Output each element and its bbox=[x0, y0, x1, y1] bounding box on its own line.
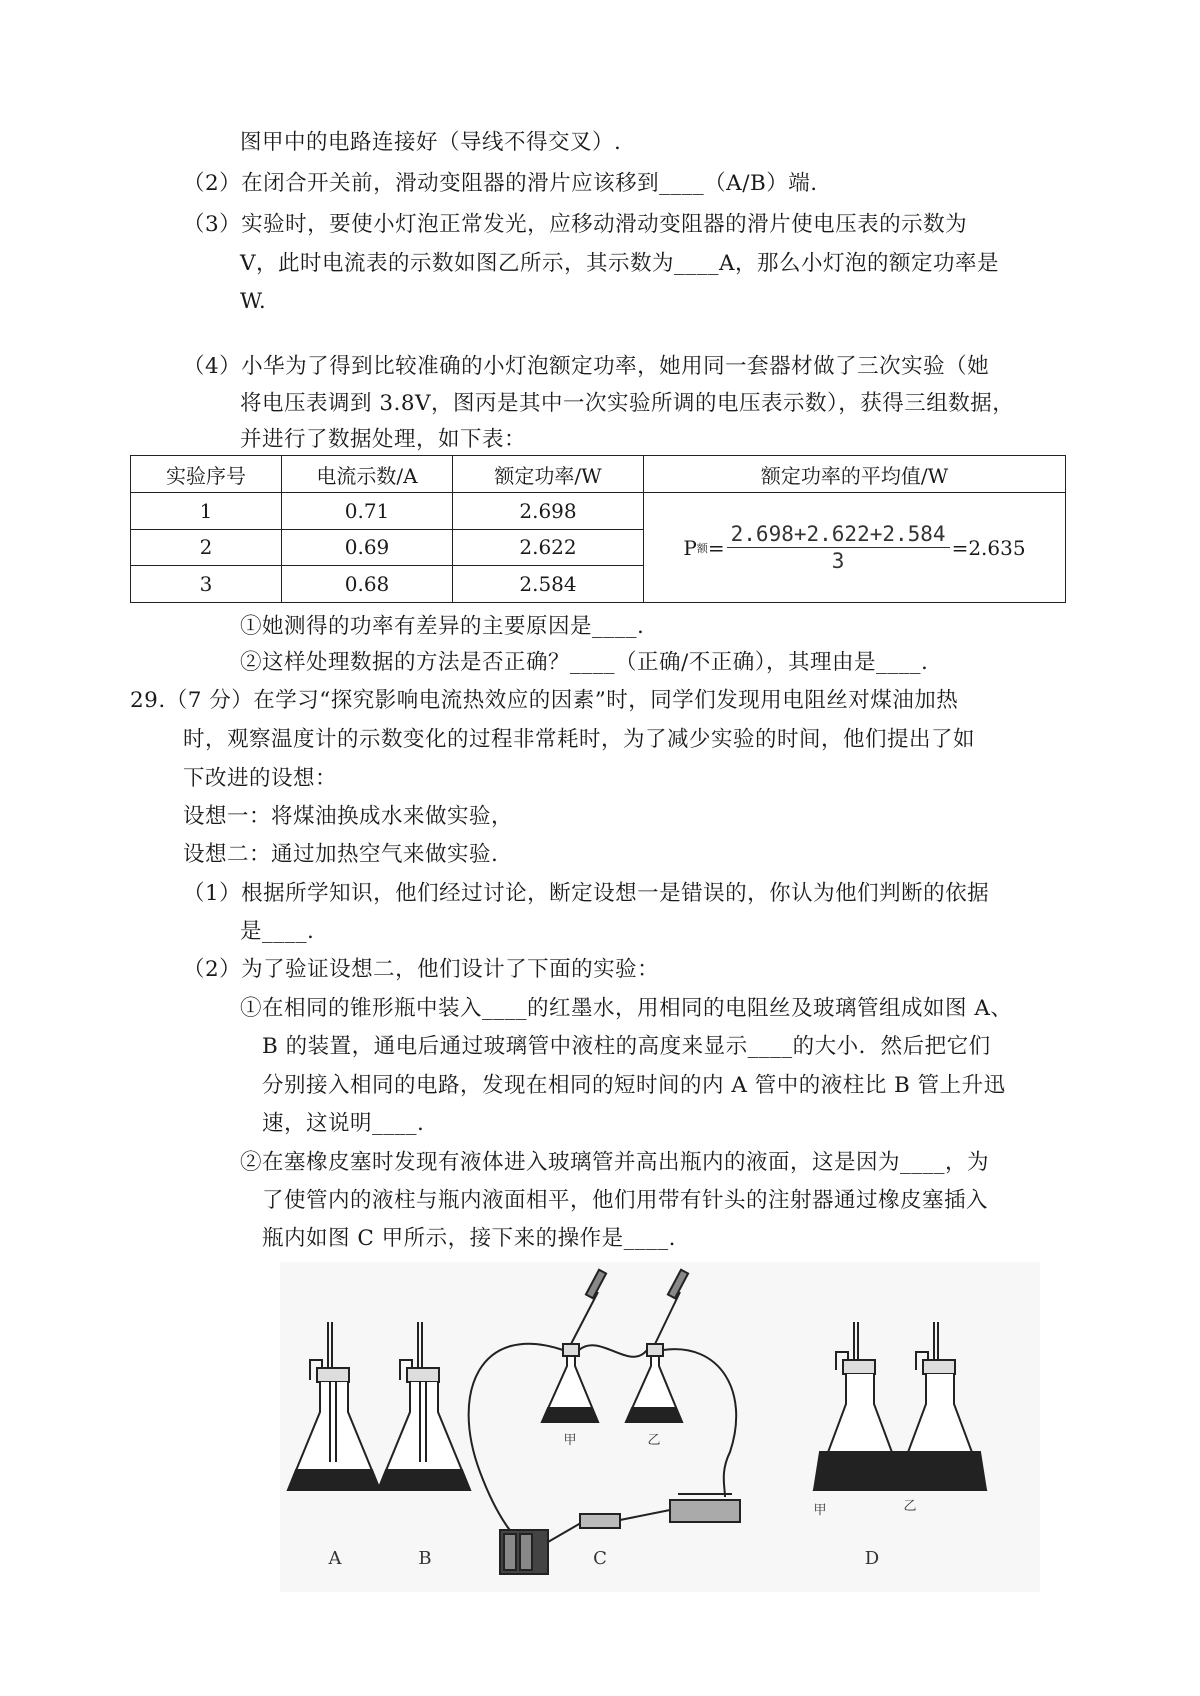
formula-numerator: 2.698+2.622+2.584 bbox=[727, 521, 950, 548]
part-1-line-2: 是____. bbox=[240, 919, 315, 944]
flask-label-d-yi: 乙 bbox=[903, 1499, 917, 1514]
item-1-line-4: 速，这说明____. bbox=[262, 1111, 425, 1136]
formula-denominator: 3 bbox=[831, 549, 845, 573]
hypothesis-2: 设想二：通过加热空气来做实验. bbox=[183, 842, 499, 867]
question-4-line-3: 并进行了数据处理，如下表： bbox=[240, 427, 527, 452]
figure-label-a: A bbox=[328, 1548, 342, 1569]
figure-label-d: D bbox=[864, 1548, 880, 1569]
item-2-line-2: 了使管内的液柱与瓶内液面相平，他们用带有针头的注射器通过橡皮塞插入 bbox=[262, 1188, 989, 1213]
flask-label-d-jia: 甲 bbox=[813, 1503, 827, 1518]
apparatus-figure bbox=[280, 1262, 1040, 1592]
formula-p: P bbox=[683, 535, 697, 560]
item-2-line-3: 瓶内如图 C 甲所示，接下来的操作是____. bbox=[262, 1226, 676, 1251]
cell-trial: 3 bbox=[131, 566, 282, 603]
part-1-line-1: （1）根据所学知识，他们经过讨论，断定设想一是错误的，你认为他们判断的依据 bbox=[183, 881, 990, 906]
figure-label-b: B bbox=[418, 1548, 432, 1569]
header-trial: 实验序号 bbox=[131, 456, 282, 493]
data-table bbox=[130, 455, 1066, 603]
cell-average-formula bbox=[644, 493, 1066, 603]
problem-29-line-1: 29.（7 分）在学习“探究影响电流热效应的因素”时，同学们发现用电阻丝对煤油加热 bbox=[130, 688, 959, 713]
hypothesis-1: 设想一：将煤油换成水来做实验， bbox=[183, 804, 514, 829]
average-power-formula bbox=[644, 521, 1065, 574]
table-header-row bbox=[131, 456, 1066, 493]
formula-fraction bbox=[727, 521, 950, 574]
figure-label-c: C bbox=[593, 1548, 607, 1569]
sub-question-1: ①她测得的功率有差异的主要原因是____. bbox=[240, 614, 645, 639]
header-power: 额定功率/W bbox=[453, 456, 644, 493]
problem-29-line-3: 下改进的设想： bbox=[183, 766, 338, 791]
header-current: 电流示数/A bbox=[282, 456, 453, 493]
line-connect-circuit: 图甲中的电路连接好（导线不得交叉）. bbox=[240, 130, 622, 155]
question-4-line-2: 将电压表调到 3.8V，图丙是其中一次实验所调的电压表示数），获得三组数据， bbox=[240, 391, 1015, 416]
cell-trial: 2 bbox=[131, 529, 282, 566]
question-2: （2）在闭合开关前，滑动变阻器的滑片应该移到____（A/B）端. bbox=[183, 171, 818, 196]
cell-power: 2.622 bbox=[453, 529, 644, 566]
part-2: （2）为了验证设想二，他们设计了下面的实验： bbox=[183, 957, 660, 982]
formula-subscript: 额 bbox=[696, 541, 708, 555]
header-average-power: 额定功率的平均值/W bbox=[644, 456, 1066, 493]
item-2-line-1: ②在塞橡皮塞时发现有液体进入玻璃管并高出瓶内的液面，这是因为____，为 bbox=[240, 1150, 990, 1175]
cell-current: 0.69 bbox=[282, 529, 453, 566]
flask-label-c-yi: 乙 bbox=[647, 1433, 661, 1448]
cell-current: 0.68 bbox=[282, 566, 453, 603]
flask-label-c-jia: 甲 bbox=[563, 1433, 577, 1448]
question-4-line-1: （4）小华为了得到比较准确的小灯泡额定功率，她用同一套器材做了三次实验（她 bbox=[183, 354, 990, 379]
cell-current: 0.71 bbox=[282, 493, 453, 530]
question-3-line-3: W. bbox=[240, 289, 267, 314]
item-1-line-2: B 的装置，通电后通过玻璃管中液柱的高度来显示____的大小．然后把它们 bbox=[262, 1034, 991, 1059]
cell-trial: 1 bbox=[131, 493, 282, 530]
formula-equals: = bbox=[707, 535, 725, 560]
question-3-line-2: V，此时电流表的示数如图乙所示，其示数为____A，那么小灯泡的额定功率是 bbox=[240, 251, 1000, 276]
question-3-line-1: （3）实验时，要使小灯泡正常发光，应移动滑动变阻器的滑片使电压表的示数为 bbox=[183, 212, 968, 237]
cell-power: 2.584 bbox=[453, 566, 644, 603]
table-row bbox=[131, 493, 1066, 530]
problem-29-line-2: 时，观察温度计的示数变化的过程非常耗时，为了减少实验的时间，他们提出了如 bbox=[183, 727, 976, 752]
sub-question-2: ②这样处理数据的方法是否正确？____（正确/不正确），其理由是____. bbox=[240, 650, 929, 675]
cell-power: 2.698 bbox=[453, 493, 644, 530]
item-1-line-3: 分别接入相同的电路，发现在相同的短时间的内 A 管中的液柱比 B 管上升迅 bbox=[262, 1073, 1006, 1098]
formula-result: =2.635 bbox=[951, 535, 1026, 560]
item-1-line-1: ①在相同的锥形瓶中装入____的红墨水，用相同的电阻丝及玻璃管组成如图 A、 bbox=[240, 996, 1013, 1021]
